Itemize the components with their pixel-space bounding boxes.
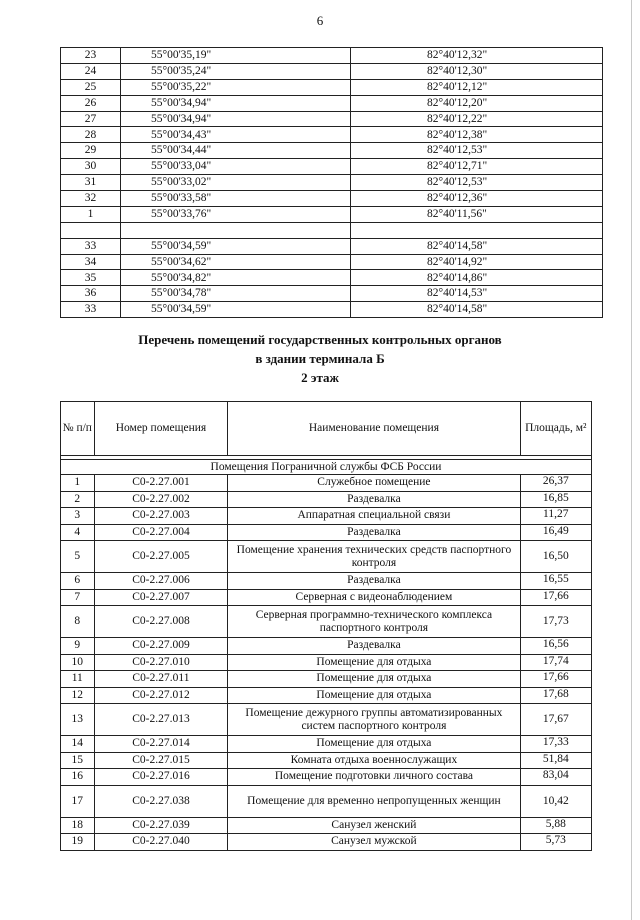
coordinate-row (61, 206, 603, 222)
latitude: 55°00'34,78" (121, 286, 351, 302)
room-row (61, 475, 592, 492)
longitude: 82°40'12,30" (351, 63, 603, 79)
room-name: Раздевалка (228, 573, 520, 590)
room-row (61, 541, 592, 573)
room-area: 17,73 (520, 606, 591, 638)
coordinate-row (61, 79, 603, 95)
room-row (61, 769, 592, 786)
room-name: Аппаратная специальной связи (228, 508, 520, 525)
room-index: 19 (61, 834, 95, 851)
room-row (61, 817, 592, 834)
room-row (61, 508, 592, 525)
room-index: 1 (61, 475, 95, 492)
longitude: 82°40'14,86" (351, 270, 603, 286)
coordinate-row (61, 95, 603, 111)
room-name: Помещение для отдыха (228, 671, 520, 688)
scan-edge-line (631, 0, 632, 920)
room-area: 17,33 (520, 736, 591, 753)
room-index: 4 (61, 524, 95, 541)
room-area: 83,04 (520, 769, 591, 786)
point-number: 34 (61, 254, 121, 270)
coordinate-row (61, 48, 603, 64)
room-area: 17,66 (520, 671, 591, 688)
longitude: 82°40'14,58" (351, 238, 603, 254)
page-number: 6 (316, 13, 324, 28)
longitude: 82°40'12,53" (351, 175, 603, 191)
document-heading-line-2: в здании терминала Б (255, 351, 385, 366)
section-row (61, 460, 592, 475)
room-number: С0-2.27.040 (94, 834, 228, 851)
room-index: 11 (61, 671, 95, 688)
header-area: Площадь, м² (520, 402, 591, 456)
room-index: 17 (61, 785, 95, 817)
room-number: С0-2.27.006 (94, 573, 228, 590)
latitude: 55°00'33,04" (121, 159, 351, 175)
point-number: 27 (61, 111, 121, 127)
latitude: 55°00'35,22" (121, 79, 351, 95)
room-area: 16,85 (520, 491, 591, 508)
latitude: 55°00'34,82" (121, 270, 351, 286)
section-title: Помещения Пограничной службы ФСБ России (61, 460, 592, 475)
point-number: 35 (61, 270, 121, 286)
room-area: 26,37 (520, 475, 591, 492)
room-index: 2 (61, 491, 95, 508)
point-number: 25 (61, 79, 121, 95)
room-row (61, 589, 592, 606)
coordinate-row (61, 222, 603, 238)
coordinate-row (61, 143, 603, 159)
room-row (61, 491, 592, 508)
room-index: 9 (61, 638, 95, 655)
longitude: 82°40'11,56" (351, 206, 603, 222)
latitude: 55°00'34,59" (121, 238, 351, 254)
longitude: 82°40'12,20" (351, 95, 603, 111)
room-name: Санузел женский (228, 817, 520, 834)
coordinates-table (60, 47, 603, 318)
latitude: 55°00'34,94" (121, 95, 351, 111)
point-number: 28 (61, 127, 121, 143)
room-row (61, 687, 592, 704)
longitude (351, 222, 603, 238)
longitude: 82°40'14,53" (351, 286, 603, 302)
coordinate-row (61, 175, 603, 191)
room-name: Раздевалка (228, 524, 520, 541)
room-row (61, 573, 592, 590)
point-number: 30 (61, 159, 121, 175)
latitude: 55°00'35,19" (121, 48, 351, 64)
room-index: 14 (61, 736, 95, 753)
latitude: 55°00'35,24" (121, 63, 351, 79)
room-name: Серверная программно-технического комплекса паспортного контроля (228, 606, 520, 638)
room-name: Помещение для отдыха (228, 687, 520, 704)
longitude: 82°40'12,53" (351, 143, 603, 159)
room-index: 18 (61, 817, 95, 834)
room-area: 10,42 (520, 785, 591, 817)
room-number: С0-2.27.009 (94, 638, 228, 655)
room-number: С0-2.27.039 (94, 817, 228, 834)
longitude: 82°40'12,36" (351, 191, 603, 207)
room-index: 7 (61, 589, 95, 606)
room-row (61, 752, 592, 769)
room-name: Помещение для отдыха (228, 654, 520, 671)
longitude: 82°40'12,22" (351, 111, 603, 127)
room-row (61, 606, 592, 638)
room-index: 15 (61, 752, 95, 769)
room-row (61, 736, 592, 753)
room-number: С0-2.27.013 (94, 704, 228, 736)
point-number: 24 (61, 63, 121, 79)
longitude: 82°40'12,12" (351, 79, 603, 95)
room-area: 17,74 (520, 654, 591, 671)
room-area: 17,66 (520, 589, 591, 606)
room-area: 5,73 (520, 834, 591, 851)
point-number: 1 (61, 206, 121, 222)
longitude: 82°40'14,58" (351, 302, 603, 318)
room-name: Раздевалка (228, 491, 520, 508)
room-index: 6 (61, 573, 95, 590)
room-number: С0-2.27.001 (94, 475, 228, 492)
room-row (61, 654, 592, 671)
room-row (61, 524, 592, 541)
room-index: 8 (61, 606, 95, 638)
room-index: 13 (61, 704, 95, 736)
room-number: С0-2.27.007 (94, 589, 228, 606)
coordinate-row (61, 238, 603, 254)
room-row (61, 704, 592, 736)
longitude: 82°40'12,32" (351, 48, 603, 64)
room-row (61, 834, 592, 851)
room-name: Серверная с видеонаблюдением (228, 589, 520, 606)
room-index: 3 (61, 508, 95, 525)
room-name: Раздевалка (228, 638, 520, 655)
latitude: 55°00'34,59" (121, 302, 351, 318)
coordinate-row (61, 286, 603, 302)
room-number: С0-2.27.010 (94, 654, 228, 671)
room-area: 51,84 (520, 752, 591, 769)
room-number: С0-2.27.016 (94, 769, 228, 786)
room-number: С0-2.27.002 (94, 491, 228, 508)
room-number: С0-2.27.011 (94, 671, 228, 688)
latitude: 55°00'34,43" (121, 127, 351, 143)
room-name: Помещение для отдыха (228, 736, 520, 753)
point-number: 32 (61, 191, 121, 207)
coordinate-row (61, 191, 603, 207)
point-number: 26 (61, 95, 121, 111)
room-name: Помещение для временно непропущенных женщин (228, 785, 520, 817)
coordinate-row (61, 127, 603, 143)
point-number: 29 (61, 143, 121, 159)
room-name: Помещение подготовки личного состава (228, 769, 520, 786)
longitude: 82°40'14,92" (351, 254, 603, 270)
point-number: 33 (61, 238, 121, 254)
coordinate-row (61, 270, 603, 286)
coordinate-row (61, 302, 603, 318)
room-number: С0-2.27.003 (94, 508, 228, 525)
room-name: Комната отдыха военнослужащих (228, 752, 520, 769)
room-number: С0-2.27.008 (94, 606, 228, 638)
document-heading-line-3: 2 этаж (301, 370, 339, 385)
room-index: 16 (61, 769, 95, 786)
point-number: 31 (61, 175, 121, 191)
room-number: С0-2.27.014 (94, 736, 228, 753)
room-name: Санузел мужской (228, 834, 520, 851)
point-number (61, 222, 121, 238)
coordinate-row (61, 111, 603, 127)
room-index: 12 (61, 687, 95, 704)
latitude: 55°00'33,58" (121, 191, 351, 207)
latitude: 55°00'34,62" (121, 254, 351, 270)
room-area: 17,68 (520, 687, 591, 704)
room-name: Служебное помещение (228, 475, 520, 492)
room-number: С0-2.27.005 (94, 541, 228, 573)
point-number: 36 (61, 286, 121, 302)
room-row (61, 671, 592, 688)
latitude (121, 222, 351, 238)
point-number: 23 (61, 48, 121, 64)
latitude: 55°00'33,76" (121, 206, 351, 222)
latitude: 55°00'33,02" (121, 175, 351, 191)
room-area: 16,49 (520, 524, 591, 541)
room-area: 16,50 (520, 541, 591, 573)
room-row (61, 638, 592, 655)
room-area: 11,27 (520, 508, 591, 525)
room-name: Помещение хранения технических средств паспортного контроля (228, 541, 520, 573)
room-index: 10 (61, 654, 95, 671)
room-number: С0-2.27.015 (94, 752, 228, 769)
room-area: 16,56 (520, 638, 591, 655)
room-area: 16,55 (520, 573, 591, 590)
room-index: 5 (61, 541, 95, 573)
rooms-table (60, 401, 592, 851)
header-room-number: Номер помещения (94, 402, 228, 456)
header-room-name: Наименование помещения (228, 402, 520, 456)
room-number: С0-2.27.012 (94, 687, 228, 704)
room-number: С0-2.27.038 (94, 785, 228, 817)
longitude: 82°40'12,71" (351, 159, 603, 175)
longitude: 82°40'12,38" (351, 127, 603, 143)
room-number: С0-2.27.004 (94, 524, 228, 541)
room-row (61, 785, 592, 817)
coordinate-row (61, 159, 603, 175)
latitude: 55°00'34,44" (121, 143, 351, 159)
room-area: 5,88 (520, 817, 591, 834)
coordinate-row (61, 63, 603, 79)
room-area: 17,67 (520, 704, 591, 736)
coordinate-row (61, 254, 603, 270)
point-number: 33 (61, 302, 121, 318)
document-heading-line-1: Перечень помещений государственных контрольных органов (138, 332, 502, 347)
room-name: Помещение дежурного группы автоматизированных систем паспортного контроля (228, 704, 520, 736)
rooms-table-header (61, 402, 592, 456)
header-num: № п/п (61, 402, 95, 456)
latitude: 55°00'34,94" (121, 111, 351, 127)
